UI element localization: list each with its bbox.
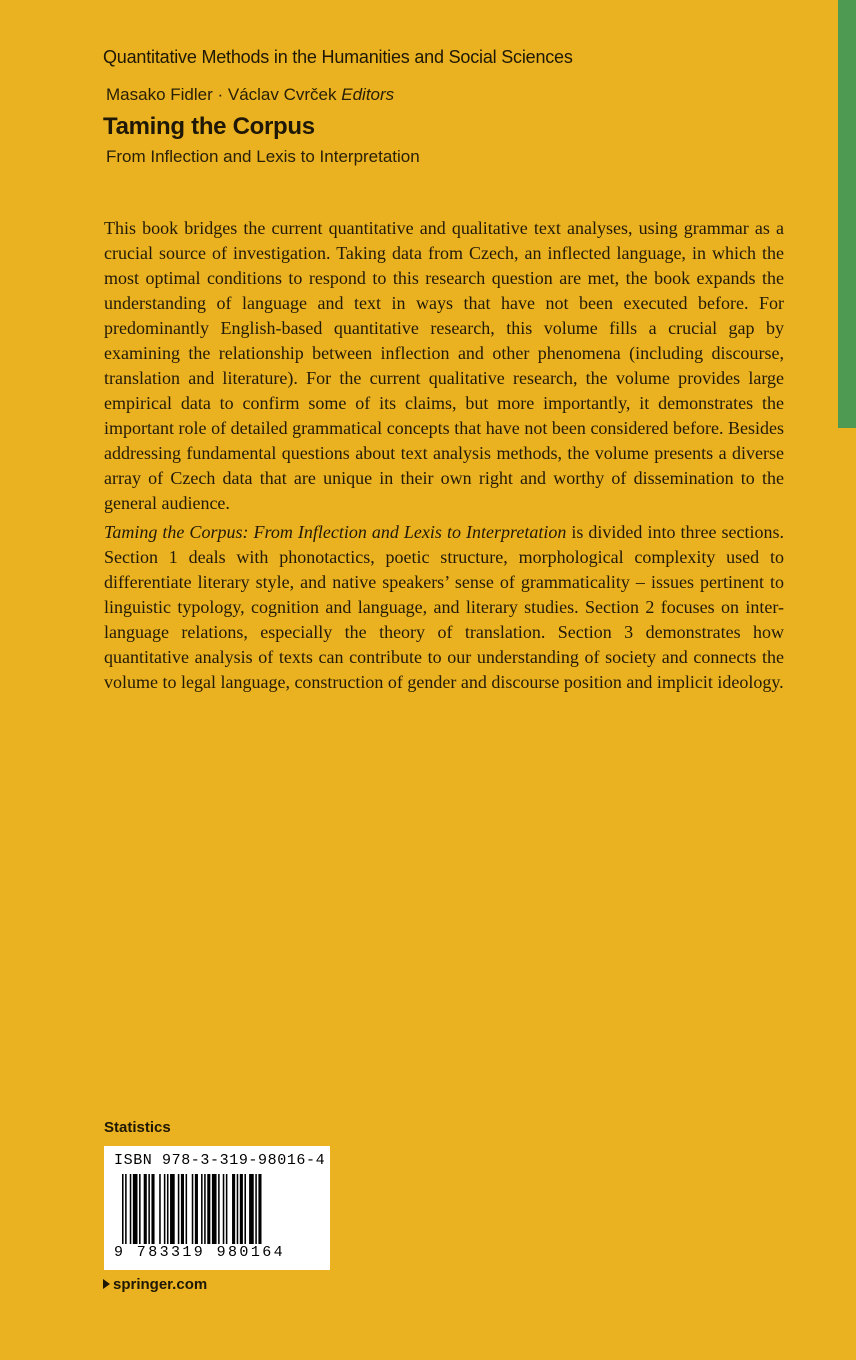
barcode-stripe (151, 1174, 154, 1250)
barcode-stripe (167, 1174, 169, 1250)
editors-line (106, 85, 394, 105)
barcode-box (104, 1146, 330, 1270)
barcode-stripe (122, 1174, 124, 1250)
publisher-link-text: springer.com (113, 1276, 208, 1293)
blurb-paragraph-1: This book bridges the current quantitative and qualitative text analyses, using grammar as a crucial source of investigation. Taking data from Czech, an inflected language, in which the most optimal conditions to respond to this research question are met, the book expands the understanding of language and text in ways that have not been executed before. For predominantly English-based quantitative research, this volume fills a crucial gap by examining the relationship between inflection and other phenomena (including discourse, translation and literature). For the current qualitative research, the volume provides large empirical data to confirm some of its claims, but more importantly, it demonstrates the important role of detailed grammatical concepts that have not been considered before. Besides addressing fundamental questions about text analysis methods, the volume presents a diverse array of Czech data that are unique in their own right and worthy of dissemination to the general audience. (104, 218, 784, 513)
barcode-stripe (201, 1174, 203, 1250)
barcode-stripe (218, 1174, 220, 1250)
barcode-stripe (223, 1174, 225, 1250)
book-subtitle: From Inflection and Lexis to Interpretation (106, 147, 420, 166)
publisher-link[interactable] (103, 1276, 207, 1293)
blurb-paragraph-2 (104, 520, 784, 695)
barcode-stripe (237, 1174, 239, 1250)
spine-color-strip (838, 0, 856, 428)
subject-category: Statistics (104, 1119, 171, 1136)
editors-names: Masako Fidler · Václav Cvrček (106, 85, 337, 104)
barcode-stripe (195, 1174, 198, 1250)
barcode-stripe (212, 1174, 217, 1250)
barcode-stripe (207, 1174, 210, 1250)
barcode-stripe (170, 1174, 175, 1250)
arrow-right-icon (103, 1279, 110, 1289)
barcode-stripe (192, 1174, 194, 1250)
barcode-stripe (130, 1174, 132, 1250)
barcode-stripe (139, 1174, 141, 1250)
barcode-stripe (133, 1174, 138, 1250)
blurb-paragraph-2-text: is divided into three sections. Section 1 deals with phonotactics, poetic structure, morphological complexity used to differentiate literary style, and native speakers’ sense of grammaticality – issues pertinent to linguistic typology, cognition and language, and literary studies. Section 2 focuses on inter-language relations, especially the theory of translation. Section 3 demonstrates how quantitative analysis of texts can contribute to our understanding of society and connects the volume to legal language, construction of gender and discourse position and implicit ideology. (104, 522, 785, 692)
barcode-stripe (186, 1174, 188, 1250)
barcode-icon (122, 1174, 318, 1250)
book-title: Taming the Corpus (103, 113, 315, 140)
barcode-stripe (258, 1174, 261, 1250)
barcode-stripe (240, 1174, 243, 1250)
blurb (104, 216, 784, 695)
barcode-stripe (232, 1174, 235, 1250)
barcode-stripe (148, 1174, 150, 1250)
isbn-label: ISBN 978-3-319-98016-4 (114, 1152, 326, 1169)
blurb-book-title-italic: Taming the Corpus: From Inflection and Lexis to Interpretation (104, 522, 567, 542)
barcode-stripe (159, 1174, 161, 1250)
barcode-stripe (204, 1174, 206, 1250)
barcode-stripe (178, 1174, 180, 1250)
barcode-stripe (164, 1174, 166, 1250)
barcode-stripe (125, 1174, 127, 1250)
barcode-stripe (249, 1174, 254, 1250)
editors-role: Editors (341, 85, 395, 104)
barcode-digits: 9 783319 980164 (114, 1244, 324, 1261)
barcode-stripe (181, 1174, 184, 1250)
series-title: Quantitative Methods in the Humanities and Social Sciences (103, 47, 573, 67)
barcode-stripe (255, 1174, 257, 1250)
barcode-stripe (244, 1174, 246, 1250)
barcode-stripe (144, 1174, 147, 1250)
barcode-stripe (226, 1174, 228, 1250)
